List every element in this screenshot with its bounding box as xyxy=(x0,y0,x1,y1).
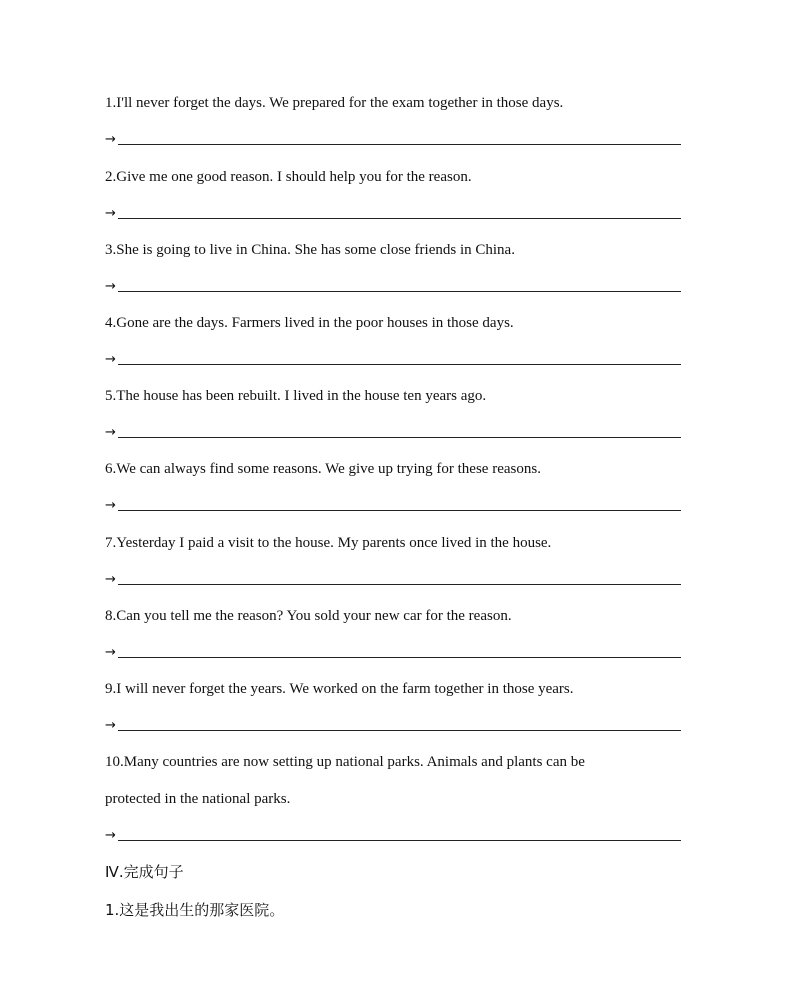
arrow-icon: → xyxy=(105,352,116,367)
question-7: 7.Yesterday I paid a visit to the house. My parents once lived in the house. xyxy=(105,535,552,551)
question-9: 9.I will never forget the years. We worked on the farm together in those years. xyxy=(105,681,574,697)
answer-line xyxy=(118,657,681,658)
question-2: 2.Give me one good reason. I should help you for the reason. xyxy=(105,169,472,185)
arrow-icon: → xyxy=(105,645,116,660)
answer-field-10[interactable] xyxy=(105,827,681,845)
section-title: Ⅳ.完成句子 xyxy=(105,863,184,881)
answer-line xyxy=(118,510,681,511)
question-8: 8.Can you tell me the reason? You sold your new car for the reason. xyxy=(105,608,512,624)
answer-line xyxy=(118,730,681,731)
answer-field-1[interactable] xyxy=(105,131,681,149)
answer-line xyxy=(118,840,681,841)
answer-line xyxy=(118,437,681,438)
question-10-continued: protected in the national parks. xyxy=(105,791,291,807)
answer-field-3[interactable] xyxy=(105,278,681,296)
question-1: 1.I'll never forget the days. We prepared for the exam together in those days. xyxy=(105,95,564,111)
answer-field-7[interactable] xyxy=(105,571,681,589)
arrow-icon: → xyxy=(105,279,116,294)
answer-field-9[interactable] xyxy=(105,717,681,735)
arrow-icon: → xyxy=(105,572,116,587)
arrow-icon: → xyxy=(105,498,116,513)
answer-field-8[interactable] xyxy=(105,644,681,662)
answer-line xyxy=(118,218,681,219)
question-6: 6.We can always find some reasons. We give up trying for these reasons. xyxy=(105,461,541,477)
arrow-icon: → xyxy=(105,206,116,221)
arrow-icon: → xyxy=(105,828,116,843)
answer-line xyxy=(118,364,681,365)
answer-field-4[interactable] xyxy=(105,351,681,369)
arrow-icon: → xyxy=(105,132,116,147)
arrow-icon: → xyxy=(105,718,116,733)
answer-line xyxy=(118,291,681,292)
question-10: 10.Many countries are now setting up national parks. Animals and plants can be xyxy=(105,754,585,770)
answer-field-6[interactable] xyxy=(105,497,681,515)
answer-line xyxy=(118,144,681,145)
answer-field-5[interactable] xyxy=(105,424,681,442)
question-4: 4.Gone are the days. Farmers lived in the poor houses in those days. xyxy=(105,315,514,331)
question-5: 5.The house has been rebuilt. I lived in the house ten years ago. xyxy=(105,388,487,404)
arrow-icon: → xyxy=(105,425,116,440)
answer-field-2[interactable] xyxy=(105,205,681,223)
answer-line xyxy=(118,584,681,585)
section-item-1: 1.这是我出生的那家医院。 xyxy=(105,901,285,919)
question-3: 3.She is going to live in China. She has some close friends in China. xyxy=(105,242,515,258)
